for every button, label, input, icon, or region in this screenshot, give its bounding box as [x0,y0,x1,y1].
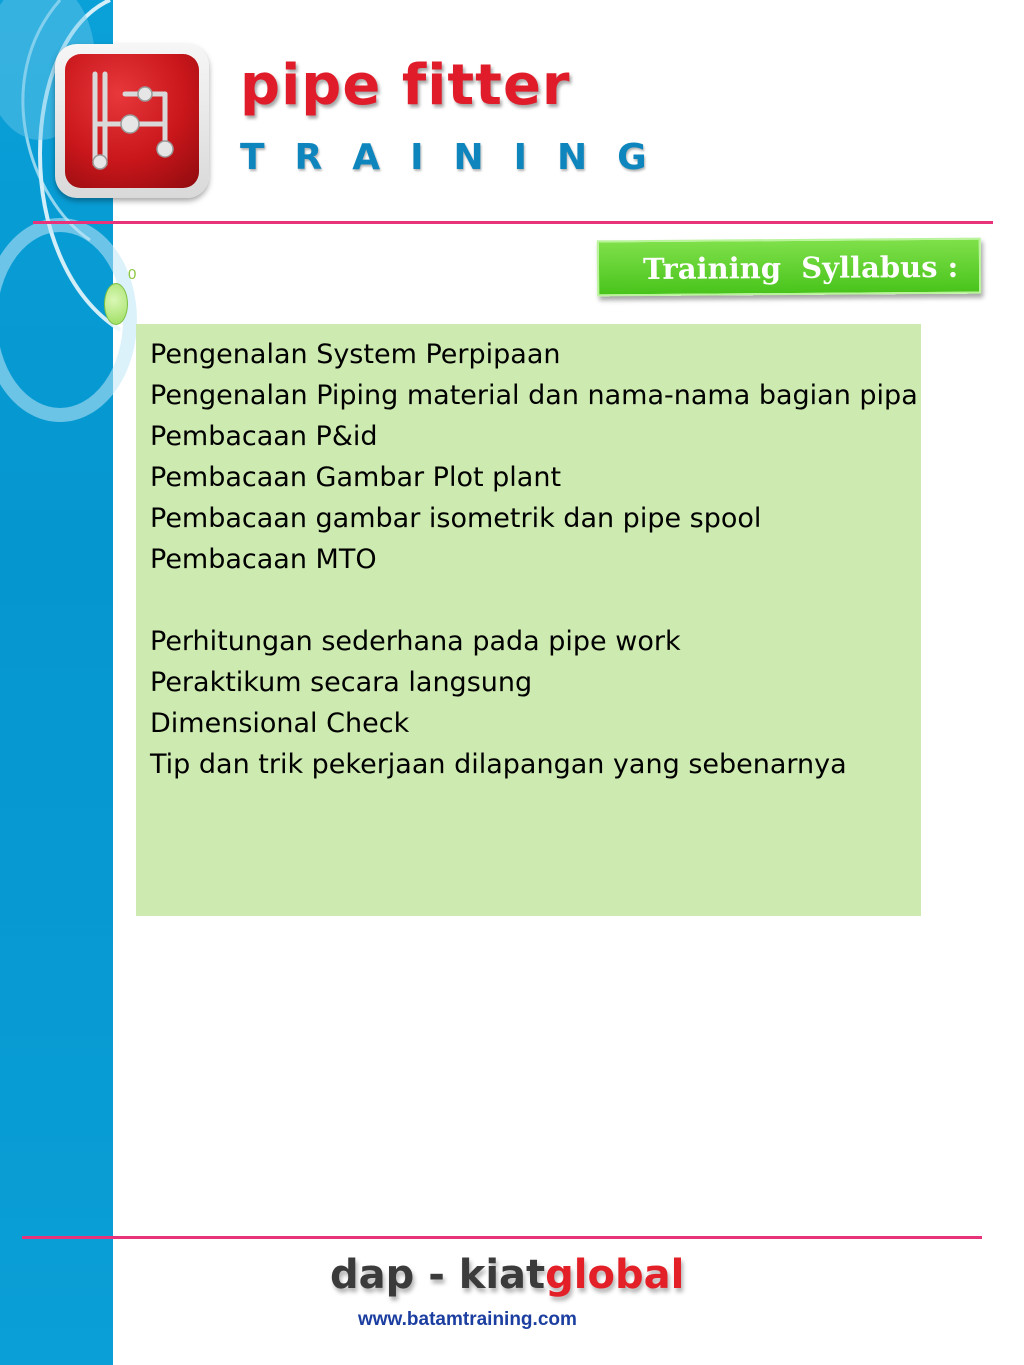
syllabus-item: Tip dan trik pekerjaan dilapangan yang sebenarnya [150,749,847,780]
sidebar-band [0,0,113,1365]
syllabus-spacer [150,580,921,621]
syllabus-item: Perhitungan sederhana pada pipe work [150,626,681,657]
footer-brand-kiat: kiat [458,1252,546,1298]
brand-title: pipe fitter [240,53,571,118]
syllabus-list [150,334,921,785]
footer-brand-dap: dap [330,1252,415,1298]
footer-url: www.batamtraining.com [358,1309,577,1330]
syllabus-content [136,324,921,916]
decorative-bead [104,283,128,325]
pipe-valve-icon [65,54,199,188]
syllabus-tag-label: Training Syllabus : [642,249,959,287]
footer-brand-global: global [545,1252,685,1298]
footer-brand-dash: - [414,1252,459,1298]
syllabus-item: Pembacaan P&id [150,421,378,452]
syllabus-tag [597,238,981,297]
brand-subtitle: TRAINING [240,137,677,178]
syllabus-item: Pengenalan System Perpipaan [150,339,561,370]
syllabus-item: Peraktikum secara langsung [150,667,533,698]
footer-logo [330,1252,685,1335]
syllabus-item: Dimensional Check [150,708,410,739]
logo-frame [55,44,209,198]
syllabus-item: Pengenalan Piping material dan nama-nama bagian pipa [150,380,918,411]
slide-number: 0 [128,266,137,283]
syllabus-item: Pembacaan Gambar Plot plant [150,462,562,493]
syllabus-item: Pembacaan MTO [150,544,377,575]
top-divider [33,221,993,224]
syllabus-item: Pembacaan gambar isometrik dan pipe spool [150,503,762,534]
footer-brand [330,1252,685,1298]
bottom-divider [22,1236,982,1239]
